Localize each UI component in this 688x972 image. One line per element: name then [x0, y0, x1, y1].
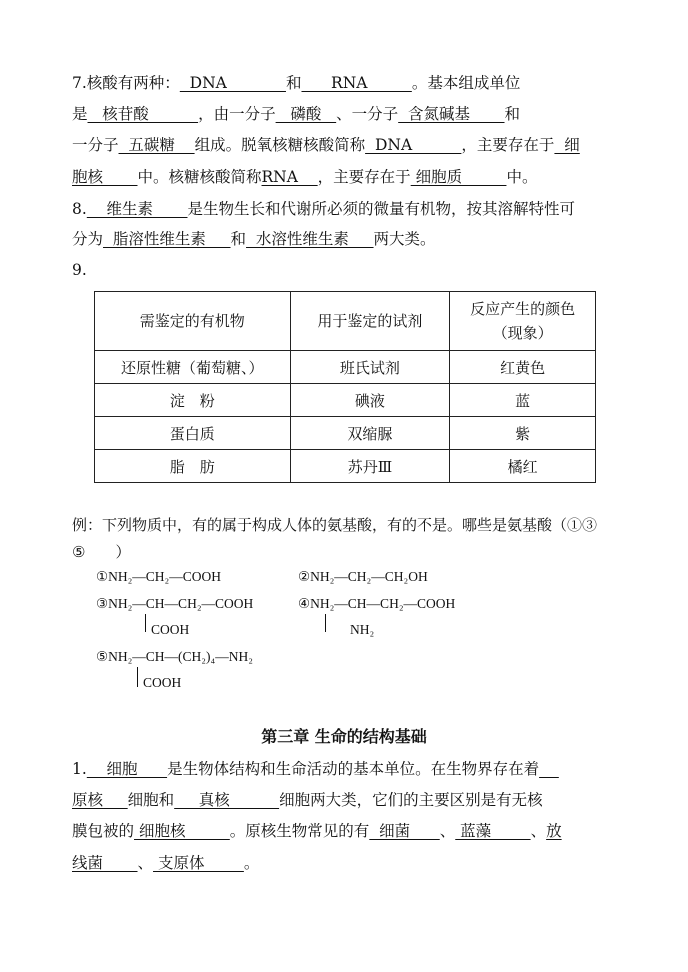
q7-text: 中。	[506, 168, 538, 186]
q7-text: ，主要存在于	[461, 136, 555, 154]
bond-line	[325, 614, 326, 632]
c1-text: 膜包被的	[72, 822, 135, 840]
example-line-1: 例：下列物质中，有的属于构成人体的氨基酸，有的不是。哪些是氨基酸（①③	[72, 516, 598, 534]
formula-4-branch: NH₂	[350, 622, 375, 637]
formula-5-branch: COOH	[143, 675, 182, 690]
c1-text: 、	[530, 822, 547, 840]
blank-answer: 细胞核	[134, 822, 230, 840]
c1-line-4	[72, 852, 259, 874]
q7-text: 一分子	[72, 136, 119, 154]
table-row	[95, 384, 596, 417]
header-color-text: 反应产生的颜色	[470, 300, 576, 318]
table-cell: 双缩脲	[290, 417, 450, 450]
identification-table	[94, 291, 596, 483]
table-cell: 紫	[450, 417, 596, 450]
c1-text: 是生物体结构和生命活动的基本单位。在生物界存在着	[167, 760, 540, 778]
blank-answer: 放	[546, 822, 562, 840]
blank-answer: 原核	[72, 791, 104, 809]
q7-line-1	[72, 72, 520, 94]
formula-4: ④NH₂—CH—CH₂—COOH	[298, 596, 456, 611]
table-row	[95, 417, 596, 450]
blank-answer: 胞核	[72, 168, 138, 186]
q7-line-3	[72, 134, 580, 156]
q7-text: 和	[285, 74, 302, 92]
blank-answer: 脂溶性维生素	[103, 230, 231, 248]
table-cell: 蛋白质	[95, 417, 291, 450]
q8-text: 8.	[72, 200, 87, 218]
c1-text: 细胞两大类，它们的主要区别是有无核	[279, 791, 543, 809]
blank-answer	[103, 791, 128, 809]
example-line-2: ⑤ ）	[72, 543, 131, 561]
q7-line-4	[72, 166, 537, 188]
table-cell: 淀 粉	[95, 384, 291, 417]
blank-answer: 真核	[174, 791, 280, 809]
blank-answer: 磷酸	[275, 105, 337, 123]
blank-answer: 细菌	[369, 822, 440, 840]
table-cell: 橘红	[450, 450, 596, 483]
q8-line-1	[72, 198, 575, 220]
chapter-title: 第三章 生命的结构基础	[261, 727, 427, 746]
q8-line-2	[72, 228, 436, 250]
table-cell: 脂 肪	[95, 450, 291, 483]
c1-text: 。原核生物常见的有	[229, 822, 370, 840]
formula-3-branch: COOH	[151, 622, 190, 637]
formula-5: ⑤NH₂—CH—(CH₂)₄—NH₂	[96, 649, 253, 664]
c1-text: 1.	[72, 760, 87, 778]
blank-answer: DNA	[365, 136, 462, 154]
blank-answer: 细胞	[86, 760, 168, 778]
q8-text: 和	[230, 230, 247, 248]
table-header-row	[95, 292, 596, 351]
q8-text: 分为	[72, 230, 104, 248]
q7-text: ，由一分子	[198, 105, 276, 123]
q7-text: 组成。脱氧核糖核酸简称	[194, 136, 366, 154]
c1-line-2	[72, 789, 543, 811]
q7-text: 是	[72, 105, 88, 123]
blank-answer: DNA	[179, 74, 286, 92]
blank-answer: 细	[554, 136, 580, 154]
table-cell: 苏丹Ⅲ	[290, 450, 450, 483]
q7-text: 。基本组成单位	[411, 74, 521, 92]
table-cell: 还原性糖（葡萄糖、）	[95, 351, 291, 384]
q7-text: 和	[504, 105, 521, 123]
table-row	[95, 450, 596, 483]
c1-text: 。	[243, 854, 260, 872]
blank-answer: 水溶性维生素	[246, 230, 374, 248]
c1-text: 、	[137, 854, 154, 872]
blank-answer: 含氮碱基	[398, 105, 505, 123]
blank-answer: 蓝藻	[455, 822, 531, 840]
blank-answer: RNA	[301, 74, 412, 92]
blank-answer: 核苷酸	[87, 105, 199, 123]
q7-text: 、一分子	[336, 105, 399, 123]
q7-line-2	[72, 103, 520, 125]
q7-text: 中。核糖核酸简称	[137, 168, 262, 186]
blank-answer: 线菌	[72, 854, 104, 872]
q9-number: 9.	[72, 261, 87, 279]
table-cell: 蓝	[450, 384, 596, 417]
formula-3: ③NH₂—CH—CH₂—COOH	[96, 596, 254, 611]
blank-answer: 维生素	[86, 200, 188, 218]
blank-answer	[539, 760, 559, 778]
q7-text: ，主要存在于	[317, 168, 411, 186]
q7-text: 7.核酸有两种：	[72, 74, 180, 92]
table-cell: 红黄色	[450, 351, 596, 384]
q8-text: 是生物生长和代谢所必须的微量有机物，按其溶解特性可	[187, 200, 576, 218]
blank-answer: RNA	[261, 168, 318, 186]
header-color	[450, 292, 596, 351]
bond-line	[145, 614, 146, 632]
c1-line-3	[72, 820, 562, 842]
blank-answer	[103, 854, 138, 872]
c1-line-1	[72, 758, 559, 780]
table-row	[95, 351, 596, 384]
bond-line	[137, 667, 138, 687]
header-reagent: 用于鉴定的试剂	[290, 292, 450, 351]
formula-2: ②NH₂—CH₂—CH₂OH	[298, 569, 428, 584]
c1-text: 、	[439, 822, 456, 840]
q8-text: 两大类。	[373, 230, 436, 248]
c1-text: 细胞和	[127, 791, 175, 809]
blank-answer: 支原体	[153, 854, 244, 872]
header-color-sub: （现象）	[492, 324, 553, 342]
blank-answer: 细胞质	[410, 168, 507, 186]
formula-1: ①NH₂—CH₂—COOH	[96, 569, 222, 584]
blank-answer: 五碳糖	[118, 136, 195, 154]
header-substance: 需鉴定的有机物	[95, 292, 291, 351]
table-cell: 碘液	[290, 384, 450, 417]
table-cell: 班氏试剂	[290, 351, 450, 384]
